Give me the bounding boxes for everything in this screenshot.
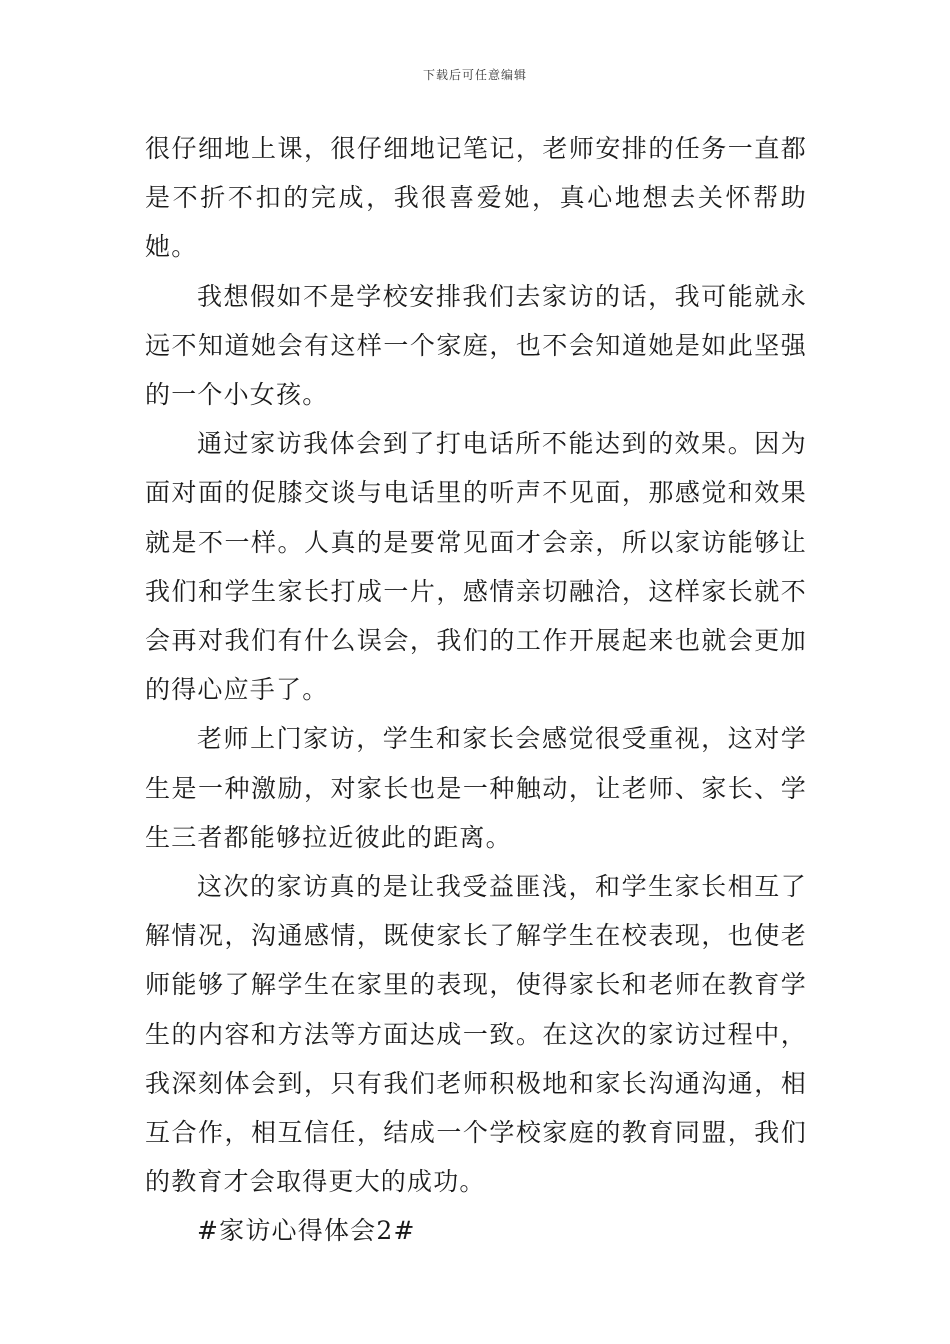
document-body	[145, 124, 807, 1256]
section-heading: #家访心得体会2#	[197, 1216, 416, 1246]
paragraph: 这次的家访真的是让我受益匪浅，和学生家长相互了解情况，沟通感情，既使家长了解学生在校表现，也使老师能够了解学生在家里的表现，使得家长和老师在教育学生的内容和方法等方面达成一致。在这次的家访过程中，我深刻体会到，只有我们老师积极地和家长沟通沟通，相互合作，相互信任，结成一个学校家庭的教育同盟，我们的教育才会取得更大的成功。	[145, 872, 807, 1197]
paragraph: 老师上门家访，学生和家长会感觉很受重视，这对学生是一种激励，对家长也是一种触动，让老师、家长、学生三者都能够拉近彼此的距离。	[145, 724, 807, 852]
paragraph: 通过家访我体会到了打电话所不能达到的效果。因为面对面的促膝交谈与电话里的听声不见面，那感觉和效果就是不一样。人真的是要常见面才会亲，所以家访能够让我们和学生家长打成一片，感情亲切融洽，这样家长就不会再对我们有什么误会，我们的工作开展起来也就会更加的得心应手了。	[145, 429, 807, 705]
header-note: 下载后可任意编辑	[422, 68, 527, 82]
paragraph-continuation: 很仔细地上课，很仔细地记笔记，老师安排的任务一直都是不折不扣的完成，我很喜爱她，真心地想去关怀帮助她。	[145, 134, 807, 262]
paragraph: 我想假如不是学校安排我们去家访的话，我可能就永远不知道她会有这样一个家庭，也不会知道她是如此坚强的一个小女孩。	[145, 281, 807, 410]
